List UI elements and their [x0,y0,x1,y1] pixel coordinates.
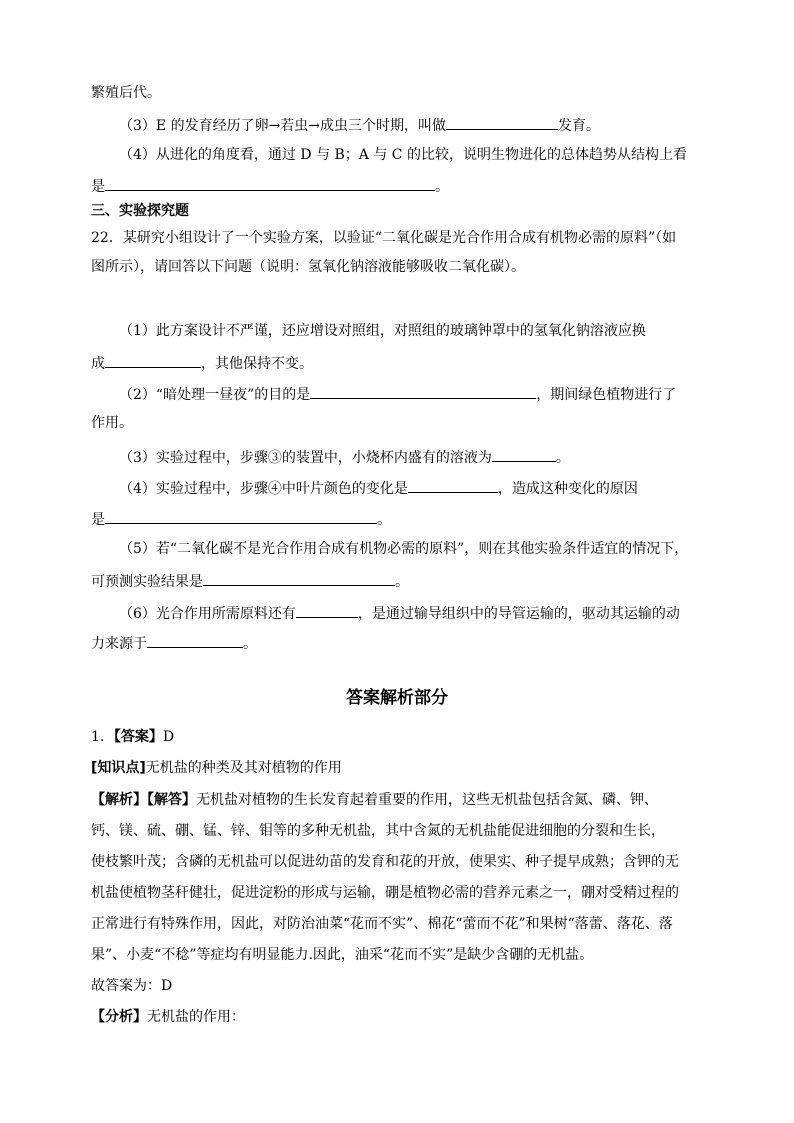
q21-part3-text: （3）E 的发育经历了卵→若虫→成虫三个时期，叫做 [119,118,447,134]
q22-part3-suffix: 。 [555,450,570,466]
answer-1 [91,727,715,747]
q22-part4-answer-blank-1[interactable] [408,477,498,493]
q21-part3 [119,114,743,134]
q22-part1-line2 [91,352,715,372]
q22-intro-line2: 图所示），请回答以下问题（说明：氢氧化钠溶液能够吸收二氧化碳）。 [91,259,525,275]
analysis-tag: 【解析】【解答】 [91,792,196,808]
section-heading: 三、实验探究题 [91,203,189,219]
q22-part6-prefix: 力来源于 [91,636,147,652]
q22-part2-line1 [119,383,743,403]
q22-part2-text: （2）“暗处理一昼夜”的目的是 [119,387,311,403]
q22-part1-answer-blank[interactable] [105,352,201,368]
q22-part6-answer-blank-1[interactable] [296,602,358,618]
q22-part4-text: （4）实验过程中，步骤④中叶片颜色的变化是 [119,481,408,497]
q21-part3-suffix: 发育。 [558,118,601,134]
q22-part4-prefix: 是 [91,512,105,528]
answer-1-value: D [162,729,175,745]
knowledge-point-tag: [知识点] [91,760,146,776]
q21-part4-line1: （4）从进化的角度看，通过 D 与 B；A 与 C 的比较，说明生物进化的总体趋势从结构上看 [119,147,687,163]
q22-part4-end: 。 [377,512,391,528]
q22-part6-answer-blank-2[interactable] [147,632,243,648]
analysis-line1 [91,790,715,810]
q21-part4-prefix: 是 [91,179,105,195]
q22-part5-answer-blank[interactable] [203,570,395,586]
knowledge-point [91,758,715,778]
q21-part4-line2 [91,175,715,195]
q22-part4-answer-blank-2[interactable] [105,508,377,524]
q22-part6-line1 [119,602,743,622]
q22-part6-line2 [91,632,715,652]
q21-part4-suffix: 。 [435,179,449,195]
q22-part5-suffix: 。 [395,574,409,590]
fenxi-line [91,1007,715,1027]
q22-part4-line2 [91,508,715,528]
q22-part6-suffix: ，是通过输导组织中的导管运输的，驱动其运输的动 [357,606,680,622]
q22-part4-line1 [119,477,743,497]
q22-part3-answer-blank[interactable] [492,446,556,462]
q22-intro-line1: 22．某研究小组设计了一个实验方案，以验证“二氧化碳是光合作用合成有机物必需的原料”（如 [91,230,677,246]
q22-part6-text: （6）光合作用所需原料还有 [119,606,296,622]
q22-part5-prefix: 可预测实验结果是 [91,574,203,590]
q21-part3-answer-blank[interactable] [446,114,558,130]
q22-part6-end: 。 [243,636,257,652]
q21-part4-answer-blank[interactable] [105,175,435,191]
q22-part3 [119,446,743,466]
q22-part1-line1: （1）此方案设计不严谨，还应增设对照组，对照组的玻璃钟罩中的氢氧化钠溶液应换 [119,323,646,339]
answer-1-number: 1． [91,729,114,745]
answers-title: 答案解析部分 [346,688,448,708]
q22-part4-suffix: ，造成这种变化的原因 [497,481,638,497]
analysis-line3: 使枝繁叶茂；含磷的无机盐可以促进幼苗的发育和花的开放，使果实、种子提早成熟；含钾的无 [91,854,679,870]
analysis-line4: 机盐使植物茎秆健壮，促进淀粉的形成与运输，硼是植物必需的营养元素之一，硼对受精过程的 [91,885,679,901]
q21-line-tail: 繁殖后代。 [91,85,161,101]
q22-part2-suffix: ，期间绿色植物进行了 [536,387,677,403]
analysis-text-1: 无机盐对植物的生长发育起着重要的作用，这些无机盐包括含氮、磷、钾、 [196,792,658,808]
final-answer: 故答案为：D [91,978,173,994]
q22-part2-answer-blank[interactable] [310,383,536,399]
q22-part3-text: （3）实验过程中，步骤③的装置中，小烧杯内盛有的溶液为 [119,450,492,466]
knowledge-point-text: 无机盐的种类及其对植物的作用 [145,760,342,776]
analysis-line5: 正常进行有特殊作用，因此，对防治油菜“花而不实”、棉花“蕾而不花”和果树“落蕾、落花、落 [91,916,673,932]
q22-part5-line1: （5）若“二氧化碳不是光合作用合成有机物必需的原料”，则在其他实验条件适宜的情况下， [119,541,689,557]
analysis-line6: 果”、小麦“不稔”等症均有明显能力.因此，油采“花而不实”是缺少含硼的无机盐。 [91,947,594,963]
q22-part5-line2 [91,570,715,590]
analysis-line2: 钙、镁、硫、硼、锰、锌、钼等的多种无机盐，其中含氮的无机盐能促进细胞的分裂和生长， [91,823,665,839]
fenxi-tag: 【分析】 [91,1009,147,1025]
q22-part2-line2: 作用。 [91,415,133,431]
fenxi-text: 无机盐的作用： [147,1009,245,1025]
q22-part1-suffix: ，其他保持不变。 [201,356,313,372]
answer-1-tag: 【答案】 [113,729,163,745]
q22-part1-prefix: 成 [91,356,105,372]
